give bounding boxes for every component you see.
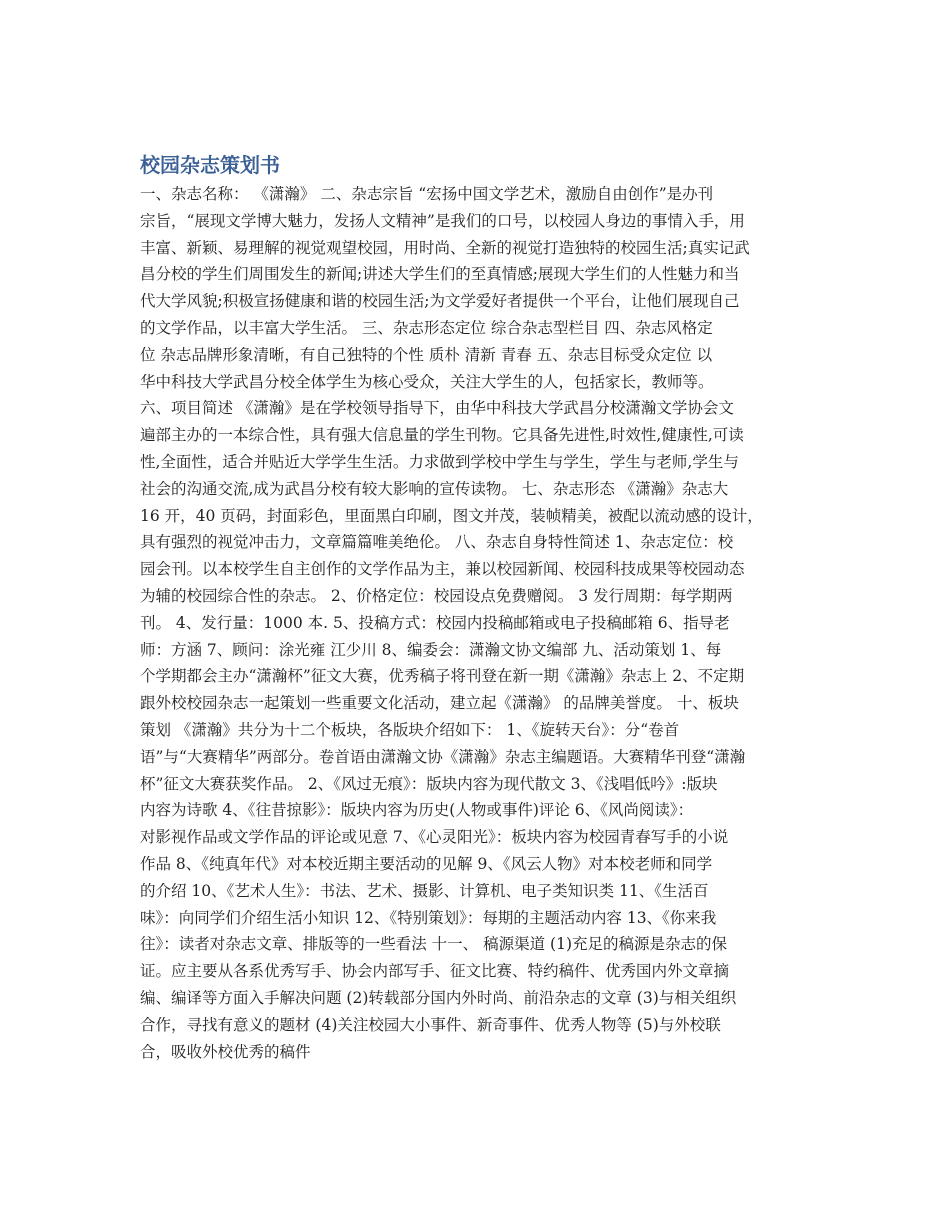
body-line: 具有强烈的视觉冲击力，文章篇篇唯美绝伦。 八、杂志自身特性简述 1、杂志定位：校 <box>140 533 734 552</box>
body-line: 一、杂志名称： 《潇瀚》 二、杂志宗旨 “宏扬中国文学艺术，激励自由创作”是办刊 <box>140 185 714 203</box>
body-line: 师：方涵 7、顾问：涂光雍 江少川 8、编委会：潇瀚文协文编部 九、活动策划 1、每 <box>140 640 722 659</box>
body-line: 合作，寻找有意义的题材 (4)关注校园大小事件、新奇事件、优秀人物等 (5)与外校联 <box>140 1015 721 1034</box>
body-line: 为辅的校园综合性的杂志。 2、价格定位：校园设点免费赠阅。 3 发行周期：每学期两 <box>140 586 733 605</box>
body-line: 性,全面性，适合并贴近大学学生生活。力求做到学校中学生与学生，学生与老师,学生与 <box>140 452 739 471</box>
body-line: 昌分校的学生们周围发生的新闻;讲述大学生们的至真情感;展现大学生们的人性魅力和当 <box>140 265 740 284</box>
body-line: 宗旨，“展现文学博大魅力，发扬人文精神”是我们的口号，以校园人身边的事情入手，用 <box>140 211 745 230</box>
body-line: 位 杂志品牌形象清晰，有自己独特的个性 质朴 清新 青春 五、杂志目标受众定位 以 <box>140 345 713 364</box>
body-line: 杯”征文大赛获奖作品。 2、《风过无痕》：版块内容为现代散文 3、《浅唱低吟》:版块 <box>140 774 718 793</box>
body-line: 园会刊。以本校学生自主创作的文学作品为主，兼以校园新闻、校园科技成果等校园动态 <box>140 560 745 579</box>
body-line: 合，吸收外校优秀的稿件 <box>140 1042 311 1061</box>
body-line: 策划 《潇瀚》共分为十二个板块，各版块介绍如下： 1、《旋转天台》：分“卷首 <box>140 720 680 739</box>
body-line: 16 开，40 页码，封面彩色，里面黑白印刷，图文并茂，装帧精美，被配以流动感的设计， <box>140 506 763 525</box>
body-line: 对影视作品或文学作品的评论或见意 7、《心灵阳光》：板块内容为校园青春写手的小说 <box>140 828 729 847</box>
body-line: 语”与“大赛精华”两部分。卷首语由潇瀚文协《潇瀚》杂志主编题语。大赛精华刊登“潇瀚 <box>140 747 746 766</box>
body-line: 味》：向同学们介绍生活小知识 12、《特别策划》：每期的主题活动内容 13、《你来我 <box>140 908 717 927</box>
body-line: 遍部主办的一本综合性，具有强大信息量的学生刊物。它具备先进性,时效性,健康性,可读 <box>140 426 744 445</box>
document-title: 校园杂志策划书 <box>140 153 280 177</box>
body-line: 丰富、新颖、易理解的视觉观望校园，用时尚、全新的视觉打造独特的校园生活;真实记武 <box>140 238 750 257</box>
body-line: 刊。 4、发行量：1000 本. 5、投稿方式：校园内投稿邮箱或电子投稿邮箱 6、指导老 <box>140 613 730 632</box>
body-line: 证。应主要从各系优秀写手、协会内部写手、征文比赛、特约稿件、优秀国内外文章摘 <box>140 962 730 981</box>
body-line: 跟外校校园杂志一起策划一些重要文化活动，建立起《潇瀚》 的品牌美誉度。 十、板块 <box>140 694 739 713</box>
body-line: 的文学作品，以丰富大学生活。 三、杂志形态定位 综合杂志型栏目 四、杂志风格定 <box>140 318 713 337</box>
body-line: 代大学风貌;积极宣扬健康和谐的校园生活;为文学爱好者提供一个平台，让他们展现自己 <box>140 292 740 311</box>
body-line: 六、项目简述 《潇瀚》是在学校领导指导下，由华中科技大学武昌分校潇瀚文学协会文 <box>140 399 734 418</box>
body-line: 往》：读者对杂志文章、排版等的一些看法 十一、 稿源渠道 (1)充足的稿源是杂志的保 <box>140 935 727 954</box>
body-line: 内容为诗歌 4、《往昔掠影》：版块内容为历史(人物或事件)评论 6、《风尚阅读》： <box>140 801 694 820</box>
body-line: 个学期都会主办“潇瀚杯”征文大赛，优秀稿子将刊登在新一期《潇瀚》杂志上 2、不定期 <box>140 667 745 686</box>
body-line: 作品 8、《纯真年代》对本校近期主要活动的见解 9、《风云人物》对本校老师和同学 <box>140 854 713 873</box>
body-line: 的介绍 10、《艺术人生》：书法、艺术、摄影、计算机、电子类知识类 11、《生活百 <box>140 881 709 900</box>
body-line: 华中科技大学武昌分校全体学生为核心受众，关注大学生的人，包括家长，教师等。 <box>140 372 714 391</box>
document-body <box>140 181 810 1065</box>
body-line: 编、编译等方面入手解决问题 (2)转载部分国内外时尚、前沿杂志的文章 (3)与相关组织 <box>140 988 737 1007</box>
body-line: 社会的沟通交流,成为武昌分校有较大影响的宣传读物。 七、杂志形态 《潇瀚》杂志大 <box>140 479 729 498</box>
